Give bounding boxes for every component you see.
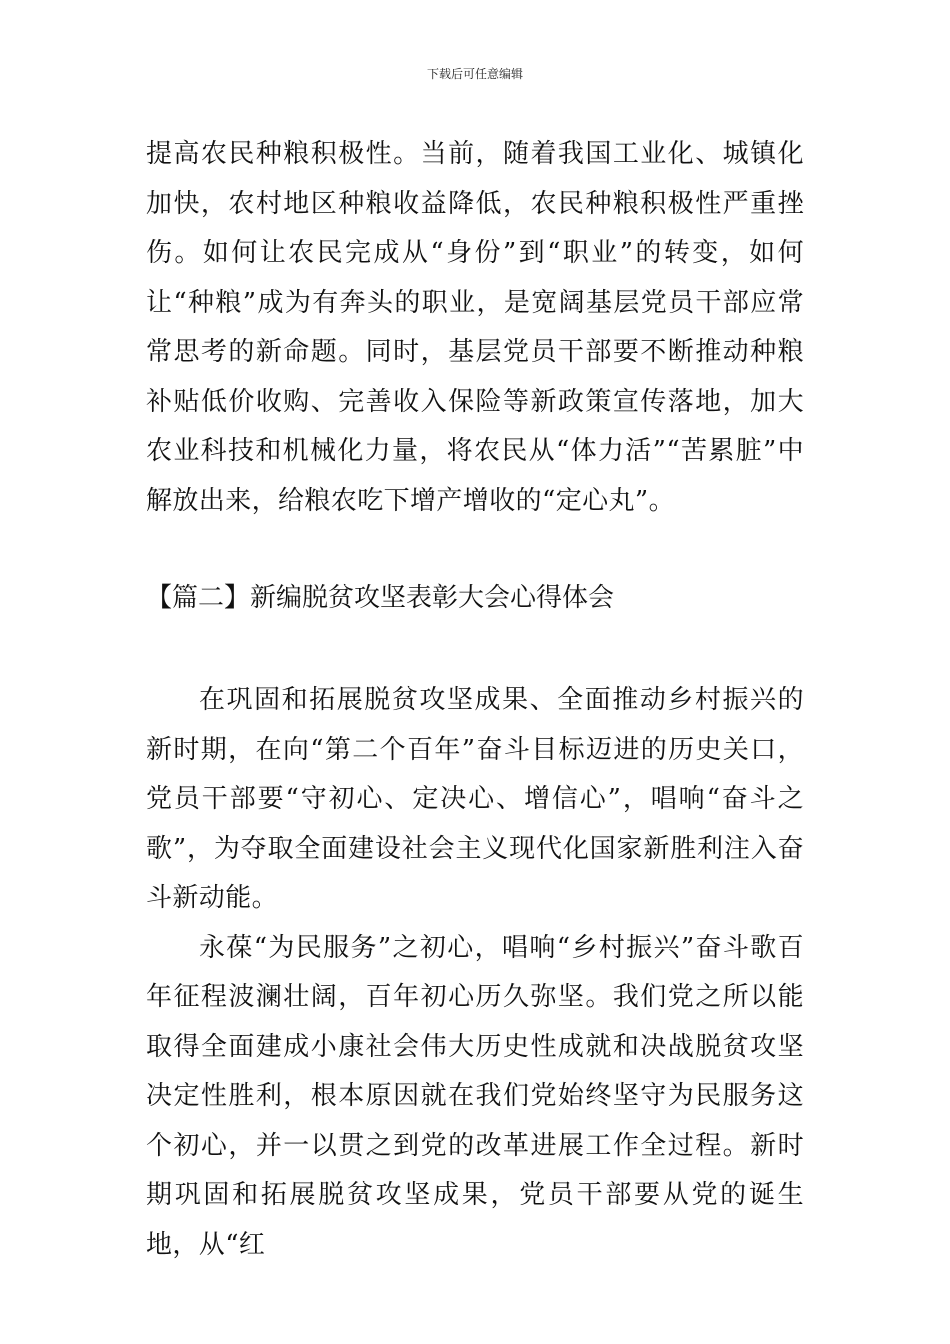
body-text-top — [146, 130, 804, 526]
section-heading: 【篇二】新编脱贫攻坚表彰大会心得体会 — [146, 583, 615, 613]
paragraph: 提高农民种粮积极性。当前，随着我国工业化、城镇化加快，农村地区种粮收益降低，农民种粮积极性严重挫伤。如何让农民完成从“身份”到“职业”的转变，如何让“种粮”成为有奔头的职业，是宽阔基层党员干部应常常思考的新命题。同时，基层党员干部要不断推动种粮补贴低价收购、完善收入保险等新政策宣传落地，加大农业科技和机械化力量，将农民从“体力活”“苦累脏”中解放出来，给粮农吃下增产增收的“定心丸”。 — [146, 139, 804, 516]
body-text-bottom — [146, 676, 804, 1270]
page-header: 下载后可任意编辑 — [426, 67, 523, 81]
paragraph: 永葆“为民服务”之初心，唱响“乡村振兴”奋斗歌百年征程波澜壮阔，百年初心历久弥坚。我们党之所以能取得全面建成小康社会伟大历史性成就和决战脱贫攻坚决定性胜利，根本原因就在我们党始终坚守为民服务这个初心，并一以贯之到党的改革进展工作全过程。新时期巩固和拓展脱贫攻坚成果，党员干部要从党的诞生地，从“红 — [146, 932, 804, 1260]
paragraph: 在巩固和拓展脱贫攻坚成果、全面推动乡村振兴的新时期，在向“第二个百年”奋斗目标迈进的历史关口，党员干部要“守初心、定决心、增信心”，唱响“奋斗之歌”，为夺取全面建设社会主义现代化国家新胜利注入奋斗新动能。 — [146, 685, 804, 913]
